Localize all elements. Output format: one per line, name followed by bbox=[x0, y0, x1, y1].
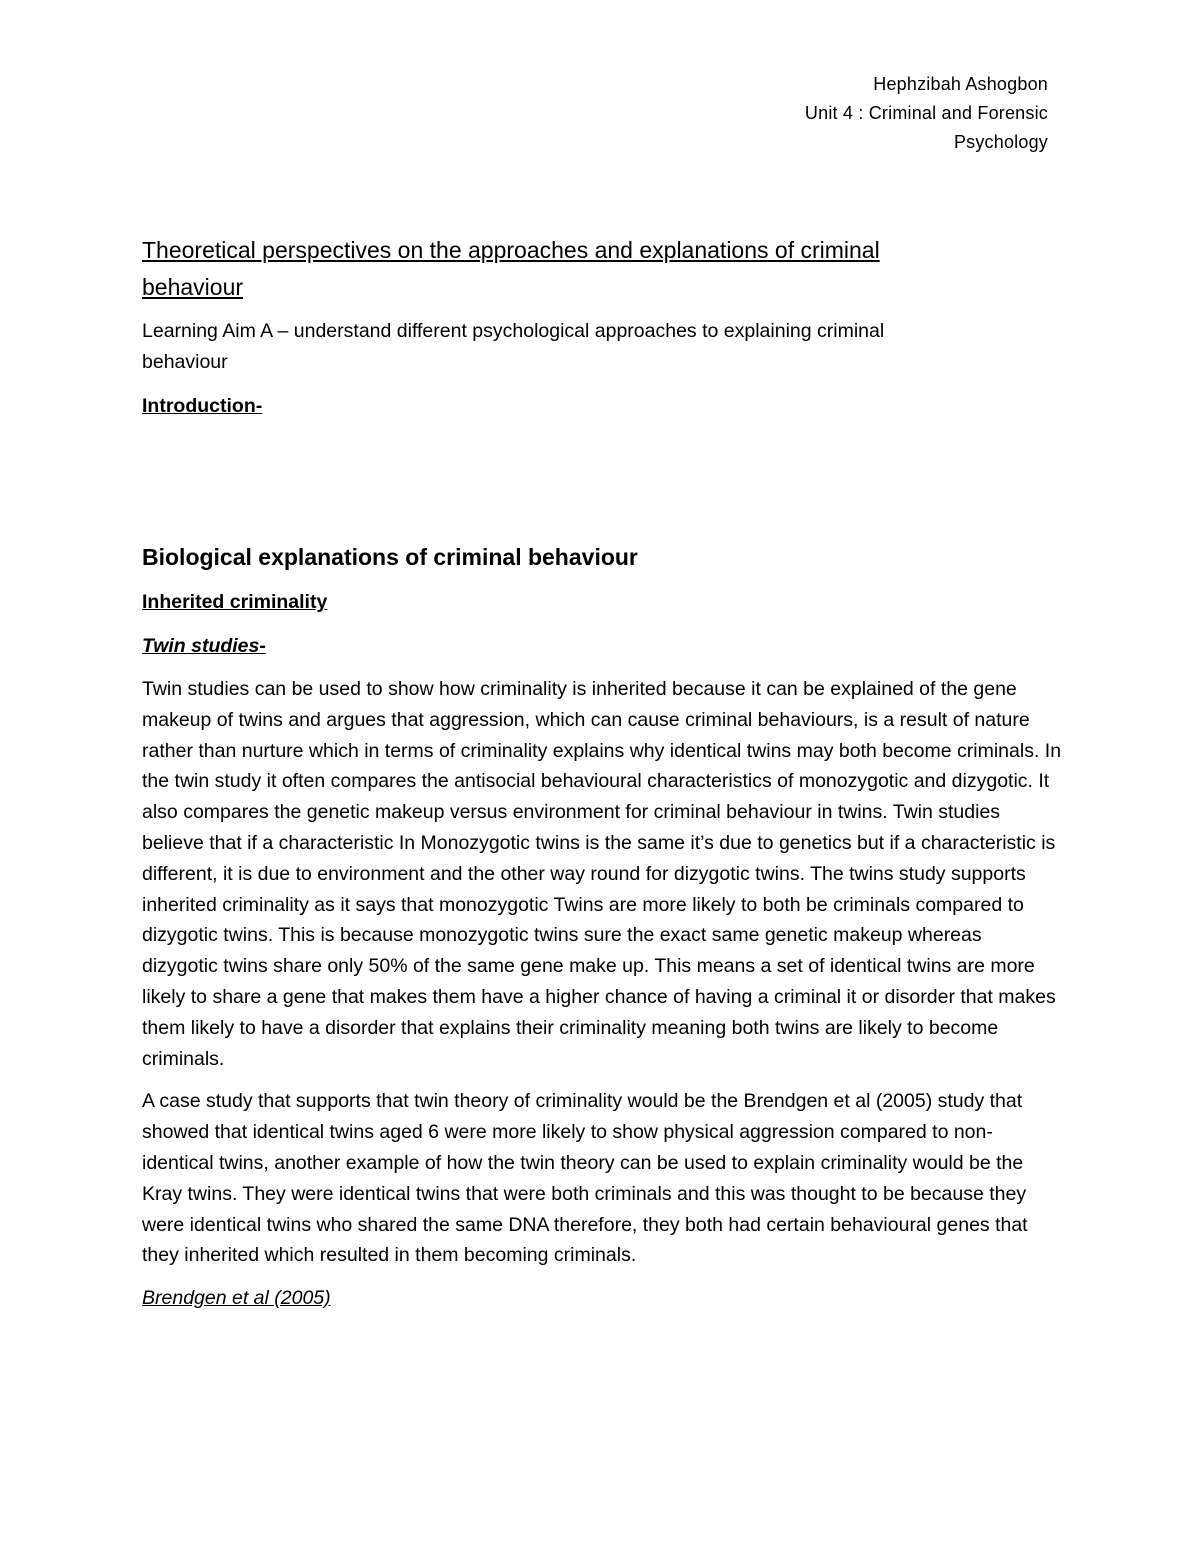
document-header bbox=[805, 70, 1048, 157]
document-title: Theoretical perspectives on the approaches and explanations of criminal behaviour bbox=[142, 237, 880, 300]
section-heading: Biological explanations of criminal behaviour bbox=[142, 544, 638, 570]
subheading-twin-studies: Twin studies- bbox=[142, 635, 266, 657]
blank-space bbox=[142, 422, 1062, 540]
reference-heading: Brendgen et al (2005) bbox=[142, 1287, 331, 1310]
author-name: Hephzibah Ashogbon bbox=[873, 74, 1048, 94]
unit-title-line-1: Unit 4 : Criminal and Forensic bbox=[804, 103, 1048, 123]
subheading-inherited-criminality: Inherited criminality bbox=[142, 591, 328, 613]
introduction-heading: Introduction- bbox=[142, 395, 263, 417]
learning-aim: Learning Aim A – understand different psychological approaches to explaining criminal behaviour bbox=[142, 320, 885, 373]
paragraph-case-study: A case study that supports that twin theory of criminality would be the Brendgen et al (2005) study that showed that identical twins aged 6 were more likely to show physical aggression compared to non-identical twins, another example of how the twin theory can be used to explain criminality would be the Kray twins. They were identical twins that were both criminals and this was thought to be because they were identical twins who shared the same DNA therefore, they both had certain behavioural genes that they inherited which resulted in them becoming criminals. bbox=[142, 1090, 1028, 1267]
paragraph-twin-studies: Twin studies can be used to show how criminality is inherited because it can be explained of the gene makeup of twins and argues that aggression, which can cause criminal behaviours, is a result of nature rather than nurture which in terms of criminality explains why identical twins may both become criminals. In the twin study it often compares the antisocial behavioural characteristics of monozygotic and dizygotic. It also compares the genetic makeup versus environment for criminal behaviour in twins. Twin studies believe that if a characteristic In Monozygotic twins is the same it’s due to genetics but if a characteristic is different, it is due to environment and the other way round for dizygotic twins. The twins study supports inherited criminality as it says that monozygotic Twins are more likely to both be criminals compared to dizygotic twins. This is because monozygotic twins sure the exact same genetic makeup whereas dizygotic twins share only 50% of the same gene make up. This means a set of identical twins are more likely to share a gene that makes them have a higher chance of having a criminal it or disorder that makes them likely to have a disorder that explains their criminality meaning both twins are likely to become criminals. bbox=[142, 678, 1062, 1070]
unit-title-line-2: Psychology bbox=[953, 132, 1048, 152]
document-body bbox=[142, 232, 1062, 1314]
